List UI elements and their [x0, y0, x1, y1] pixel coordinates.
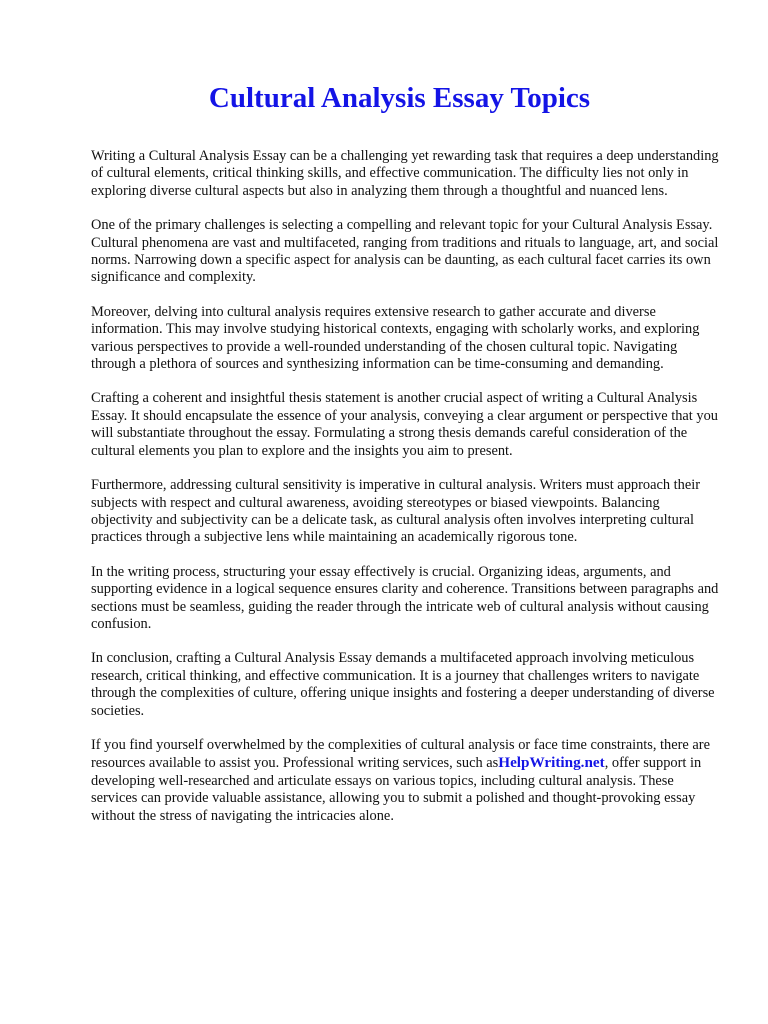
paragraph-research: Moreover, delving into cultural analysis requires extensive research to gather accurate and diverse information. This may involve studying historical contexts, engaging with scholarly works, and exploring various perspectives to provide a well-rounded understanding of the chosen cultural topic. Navigating through a plethora of sources and synthesizing information can be time-consuming and demanding.	[91, 303, 700, 373]
page-title: Cultural Analysis Essay Topics	[208, 82, 591, 114]
resources-text-before-link: If you find yourself overwhelmed by the complexities of cultural analysis or face time constraints, there are resources available to assist you. Professional writing services, such as	[91, 736, 710, 772]
paragraph-resources	[91, 737, 720, 825]
paragraph-structure: In the writing process, structuring your essay effectively is crucial. Organizing ideas, arguments, and supporting evidence in a logical sequence ensures clarity and coherence. Transitions between paragraphs and sections must be seamless, guiding the reader through the intricate web of cultural analysis without causing confusion.	[91, 563, 719, 632]
resources-text-after-link: , offer support in developing well-researched and articulate essays on various topics, including cultural analysis. These services can provide valuable assistance, allowing you to submit a polished and thought-provoking essay without the stress of navigating the intricacies alone.	[91, 755, 702, 824]
paragraph-topic-selection: One of the primary challenges is selecting a compelling and relevant topic for your Cultural Analysis Essay. Cultural phenomena are vast and multifaceted, ranging from traditions and rituals to language, art, and social norms. Narrowing down a specific aspect for analysis can be daunting, as each cultural facet carries its own significance and complexity.	[91, 217, 719, 286]
paragraph-sensitivity: Furthermore, addressing cultural sensitivity is imperative in cultural analysis. Writers must approach their subjects with respect and cultural awareness, avoiding stereotypes or biased viewpoints. Balancing objectivity and subjectivity can be a delicate task, as cultural analysis often involves interpreting cultural practices through a subjective lens while maintaining an academically rigorous tone.	[91, 477, 701, 546]
paragraph-thesis: Crafting a coherent and insightful thesis statement is another crucial aspect of writing a Cultural Analysis Essay. It should encapsulate the essence of your analysis, conveying a clear argument or perspective that you will substantiate throughout the essay. Formulating a strong thesis demands careful consideration of the cultural elements you plan to explore and the insights you aim to present.	[91, 390, 718, 459]
paragraph-conclusion: In conclusion, crafting a Cultural Analysis Essay demands a multifaceted approach involving meticulous research, critical thinking, and effective communication. It is a journey that challenges writers to navigate through the complexities of culture, offering unique insights and fostering a deeper understanding of diverse societies.	[91, 650, 715, 719]
paragraph-intro: Writing a Cultural Analysis Essay can be a challenging yet rewarding task that requires a deep understanding of cultural elements, critical thinking skills, and effective communication. The difficulty lies not only in exploring diverse cultural aspects but also in analyzing them through a thoughtful and nuanced lens.	[91, 148, 719, 199]
helpwriting-link[interactable]: HelpWriting.net	[498, 754, 605, 772]
